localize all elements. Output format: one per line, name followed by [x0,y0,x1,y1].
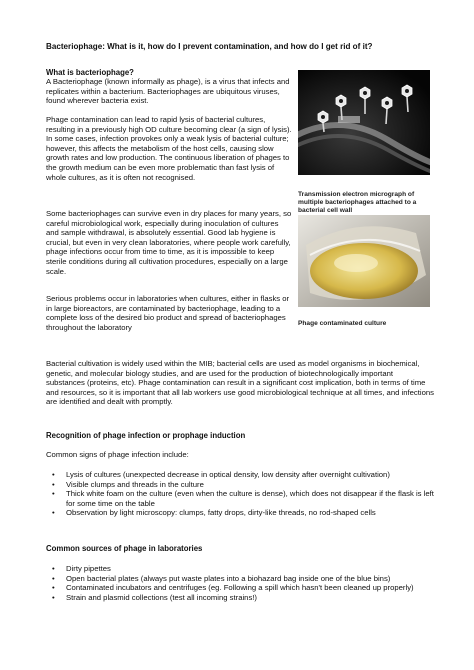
list-item: • Contaminated incubators and centrifuges (eg. Following a spill which hasn't been cleaned up properly) [46,583,434,593]
list-item: • Open bacterial plates (always put waste plates into a biohazard bag inside one of the blue bins) [46,574,434,584]
signs-intro-text: Common signs of phage infection include: [46,450,189,459]
signs-list [46,470,434,518]
list-item: • Strain and plasmid collections (test all incoming strains!) [46,593,434,603]
paragraph-survival: Some bacteriophages can survive even in dry places for many years, so careful microbiological work, especially during inoculation of cultures and sample withdrawal, is absolutely essential. Good lab hygiene is crucial, but even in very clean laboratories, where people work carefully, phage infections occur from time to time, as it is impossible to keep sterile conditions during all cultivation procedures, especially on a large scale. [46,209,292,276]
section-heading-common-sources: Common sources of phage in laboratories [46,544,203,553]
section-heading-what-is-bacteriophage: What is bacteriophage? [46,68,134,77]
tem-micrograph-image [298,70,430,175]
paragraph-serious-problems: Serious problems occur in laboratories when cultures, either in flasks or in large bioreactors, are contaminated by bacteriophage, leading to a complete loss of the desired bio product and spread of bacteriophages throughout the laboratory [46,294,290,332]
tem-figure-caption: Transmission electron micrograph of multiple bacteriophages attached to a bacterial cell wall [298,190,417,215]
list-item: • Dirty pipettes [46,564,434,574]
paragraph-lysis: Phage contamination can lead to rapid lysis of bacterial cultures, resulting in a previously high OD culture becoming clear (a sign of lysis). In some cases, infection provokes only a weak lysis of bacterial culture; however, this affects the metabolism of the host cells, causing slow growth rates and low production. The continuous liberation of phages to the growth medium can be even more problematic than fast lysis of whole cultures, as it is often not recognised. [46,115,292,182]
document-title: Bacteriophage: What is it, how do I prevent contamination, and how do I get rid of it? [46,42,373,51]
list-item: • Visible clumps and threads in the culture [46,480,434,490]
culture-figure-caption: Phage contaminated culture [298,319,387,327]
list-item: • Observation by light microscopy: clumps, fatty drops, dirty-like threads, no rod-shaped cells [46,508,434,518]
contaminated-culture-image [298,215,430,307]
section-heading-recognition: Recognition of phage infection or prophage induction [46,431,246,440]
list-item: • Lysis of cultures (unexpected decrease in optical density, low density after overnight cultivation) [46,470,434,480]
paragraph-definition: A Bacteriophage (known informally as phage), is a virus that infects and replicates within a bacterium. Bacteriophages are ubiquitous viruses, found wherever bacteria exist. [46,77,290,106]
list-item: • Thick white foam on the culture (even when the culture is dense), which does not disappear if the flask is left for some time on the table [46,489,434,508]
sources-list [46,564,434,602]
paragraph-bacterial-cultivation: Bacterial cultivation is widely used within the MIB; bacterial cells are used as model organisms in biochemical, genetic, and molecular biology studies, and are used for the production of biotechnologically important substances (proteins, etc). Phage contamination can result in a significant cost implication, both in terms of time and resources, so it is important that all lab workers use good microbiological technique at all times, and infections are identified and dealt with promptly. [46,359,434,407]
